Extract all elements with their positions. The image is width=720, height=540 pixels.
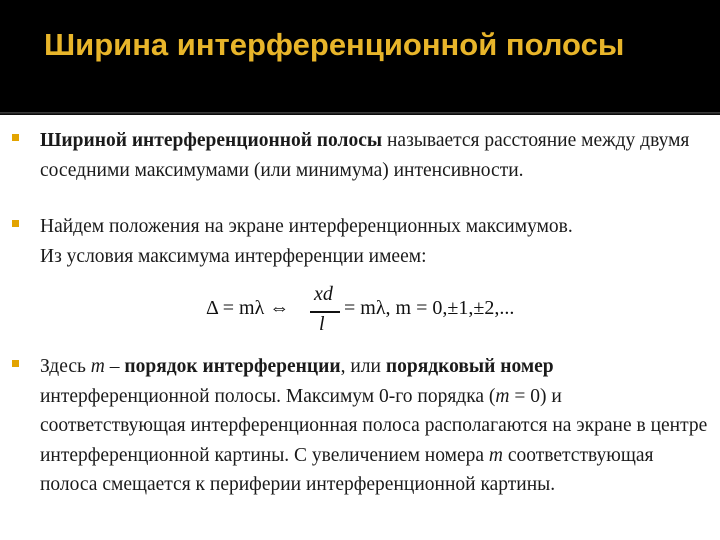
bullet-2-text [40,212,710,271]
var-m: m [495,385,510,407]
text-span: Здесь [40,356,91,377]
fraction-bar [310,311,340,313]
title-bar [0,0,720,115]
bullet-1-text [40,126,710,185]
bullet-3-text [40,352,710,500]
slide-title: Ширина интерференционной полосы [44,27,625,62]
formula [206,283,546,339]
formula-numerator: xd [314,283,333,305]
bullet-marker [12,220,19,227]
term-ordinal-number: порядковый номер [385,356,554,377]
text-span: – [104,356,125,377]
term-bold: Шириной интерференционной полосы [40,130,383,151]
formula-left: Δ = mλ ⇔ [206,297,290,319]
bullet-2-line1: Найдем положения на экране интерференционных максимумов. [40,216,573,237]
bullet-marker [12,134,19,141]
bullet-marker [12,360,19,367]
formula-right: = mλ, m = 0,±1,±2,... [344,297,515,319]
term-order: порядок интерференции [124,356,341,377]
bullet-1-rest: называется расстояние между двумя соседними максимумами (или минимума) интенсивности. [40,130,690,181]
var-m: m [488,444,503,466]
text-span: интерференционной полосы. Максимум 0-го порядка ( [40,385,496,407]
bullet-2-line2: Из условия максимума интерференции имеем: [40,245,427,267]
text-span: = 0) и соответствующая интерференционная полоса располагаются на экране в центре интерференционной картины. С увеличением номера [40,385,708,466]
text-span: соответствующая полоса смещается к периферии интерференционной картины. [40,444,654,495]
text-span: , или [340,356,386,377]
formula-denominator: l [319,313,325,335]
var-m: m [90,356,105,377]
